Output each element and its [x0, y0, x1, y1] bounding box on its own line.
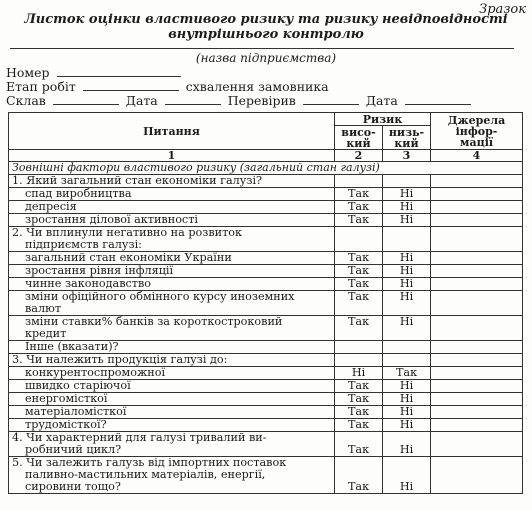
high-risk-cell: Так: [335, 457, 383, 494]
section-row: [9, 162, 523, 175]
high-risk-cell: [335, 354, 383, 367]
table-row: [9, 367, 523, 380]
question-text: депресія: [9, 201, 335, 214]
title-line-1: Листок оцінки властивого ризику та ризику невідповідності: [24, 12, 508, 27]
low-risk-cell: [383, 175, 431, 188]
high-risk-cell: Так: [335, 380, 383, 393]
number-blank: [57, 66, 181, 77]
compiled-blank: [53, 94, 119, 105]
question-text: 1. Який загальний стан економіки галузі?: [9, 175, 335, 188]
high-risk-cell: Так: [335, 316, 383, 341]
high-risk-cell: Так: [335, 406, 383, 419]
header-high-2: кий: [346, 136, 371, 150]
question-text: [9, 291, 335, 316]
source-cell: [431, 354, 523, 367]
date-blank: [165, 94, 221, 105]
table-row: [9, 380, 523, 393]
source-cell: [431, 316, 523, 341]
document-title: [0, 12, 532, 42]
low-risk-cell: Ні: [383, 316, 431, 341]
section-title: Зовнішні фактори властивого ризику (загальний стан галузі): [9, 162, 523, 175]
enterprise-name-line: [10, 48, 514, 49]
col-number: 2: [335, 150, 383, 162]
source-cell: [431, 380, 523, 393]
stage-field-row: [6, 79, 329, 94]
question-line: кредит: [25, 327, 67, 340]
table-row: [9, 419, 523, 432]
column-number-row: [9, 150, 523, 162]
low-risk-cell: Ні: [383, 406, 431, 419]
question-line: паливно-мастильних матеріалів, енергії,: [25, 468, 266, 481]
high-risk-cell: Так: [335, 188, 383, 201]
header-sources-2: інфор-: [455, 124, 498, 138]
table-row: [9, 227, 523, 252]
table-row: [9, 457, 523, 494]
header-low-2: кий: [394, 136, 419, 150]
header-high: [335, 126, 383, 150]
table-row: [9, 188, 523, 201]
high-risk-cell: Так: [335, 265, 383, 278]
date-label: Дата: [125, 93, 158, 108]
source-cell: [431, 214, 523, 227]
source-cell: [431, 201, 523, 214]
approval-label: схвалення замовника: [185, 79, 329, 94]
source-cell: [431, 393, 523, 406]
question-text: загальний стан економіки України: [9, 252, 335, 265]
question-line: 4. Чи характерний для галузі тривалий ви-: [12, 431, 267, 444]
low-risk-cell: Ні: [383, 291, 431, 316]
question-line: зміни ставки% банків за короткостроковий: [25, 315, 283, 328]
source-cell: [431, 278, 523, 291]
enterprise-caption: (назва підприємства): [195, 51, 337, 65]
table-row: [9, 265, 523, 278]
low-risk-cell: Ні: [383, 265, 431, 278]
source-cell: [431, 227, 523, 252]
question-text: Інше (вказати)?: [9, 341, 335, 354]
question-text: 3. Чи належить продукція галузі до:: [9, 354, 335, 367]
header-low-1: низь-: [388, 125, 425, 139]
source-cell: [431, 252, 523, 265]
question-line: сировини тощо?: [25, 480, 121, 493]
high-risk-cell: Ні: [335, 367, 383, 380]
number-label: Номер: [6, 65, 50, 80]
col-number: 3: [383, 150, 431, 162]
low-risk-cell: Ні: [383, 432, 431, 457]
source-cell: [431, 265, 523, 278]
high-risk-cell: Так: [335, 201, 383, 214]
high-risk-cell: [335, 341, 383, 354]
title-line-2: внутрішнього контролю: [168, 27, 364, 42]
table-row: [9, 393, 523, 406]
header-sources-1: Джерела: [447, 113, 506, 127]
low-risk-cell: Ні: [383, 380, 431, 393]
header-sources-3: мації: [459, 135, 494, 149]
source-cell: [431, 367, 523, 380]
low-risk-cell: Ні: [383, 278, 431, 291]
sample-label: Зразок: [479, 2, 526, 17]
number-field-row: [6, 65, 184, 80]
low-risk-cell: Ні: [383, 252, 431, 265]
question-text: [9, 227, 335, 252]
question-text: спад виробництва: [9, 188, 335, 201]
table-row: [9, 291, 523, 316]
source-cell: [431, 188, 523, 201]
high-risk-cell: Так: [335, 278, 383, 291]
table-row: [9, 252, 523, 265]
question-text: зростання рівня інфляції: [9, 265, 335, 278]
question-line: 5. Чи залежить галузь від імпортних поставок: [12, 456, 287, 469]
question-text: зростання ділової активності: [9, 214, 335, 227]
question-text: трудомісткої?: [9, 419, 335, 432]
low-risk-cell: Ні: [383, 393, 431, 406]
date2-label: Дата: [365, 93, 398, 108]
table-row: [9, 341, 523, 354]
table-row: [9, 201, 523, 214]
high-risk-cell: Так: [335, 252, 383, 265]
header-sources: [431, 113, 523, 150]
low-risk-cell: [383, 354, 431, 367]
low-risk-cell: Ні: [383, 457, 431, 494]
question-text: [9, 457, 335, 494]
source-cell: [431, 291, 523, 316]
high-risk-cell: Так: [335, 291, 383, 316]
header-high-1: висо-: [341, 125, 376, 139]
source-cell: [431, 432, 523, 457]
risk-assessment-table: [8, 112, 523, 494]
question-text: конкурентоспроможної: [9, 367, 335, 380]
source-cell: [431, 406, 523, 419]
table-row: [9, 432, 523, 457]
table-row: [9, 214, 523, 227]
checked-blank: [303, 94, 359, 105]
low-risk-cell: Так: [383, 367, 431, 380]
question-line: робничий цикл?: [25, 443, 122, 456]
high-risk-cell: [335, 227, 383, 252]
table-row: [9, 175, 523, 188]
table-row: [9, 316, 523, 341]
high-risk-cell: [335, 175, 383, 188]
question-text: швидко старіючої: [9, 380, 335, 393]
col-number: 1: [9, 150, 335, 162]
table-row: [9, 354, 523, 367]
question-line: 2. Чи вплинули негативно на розвиток: [12, 226, 243, 239]
stage-blank: [83, 80, 179, 91]
question-text: [9, 432, 335, 457]
signature-field-row: [6, 93, 474, 108]
source-cell: [431, 175, 523, 188]
low-risk-cell: Ні: [383, 419, 431, 432]
source-cell: [431, 341, 523, 354]
compiled-label: Склав: [6, 93, 46, 108]
checked-label: Перевірив: [227, 93, 296, 108]
source-cell: [431, 419, 523, 432]
table-row: [9, 406, 523, 419]
low-risk-cell: Ні: [383, 214, 431, 227]
table-row: [9, 278, 523, 291]
low-risk-cell: [383, 227, 431, 252]
question-text: [9, 316, 335, 341]
high-risk-cell: Так: [335, 214, 383, 227]
col-number: 4: [431, 150, 523, 162]
question-line: підприємств галузі:: [25, 238, 142, 251]
low-risk-cell: Ні: [383, 188, 431, 201]
question-line: валют: [25, 302, 62, 315]
stage-label: Етап робіт: [6, 79, 76, 94]
question-text: енергомісткої: [9, 393, 335, 406]
high-risk-cell: Так: [335, 393, 383, 406]
source-cell: [431, 457, 523, 494]
low-risk-cell: [383, 341, 431, 354]
header-low: [383, 126, 431, 150]
question-text: матеріаломісткої: [9, 406, 335, 419]
date2-blank: [405, 94, 471, 105]
high-risk-cell: Так: [335, 432, 383, 457]
question-line: зміни офіційного обмінного курсу иноземних: [25, 290, 295, 303]
low-risk-cell: Ні: [383, 201, 431, 214]
high-risk-cell: Так: [335, 419, 383, 432]
question-text: чинне законодавство: [9, 278, 335, 291]
header-questions: Питання: [9, 113, 335, 150]
header-risk: Ризик: [335, 113, 431, 126]
